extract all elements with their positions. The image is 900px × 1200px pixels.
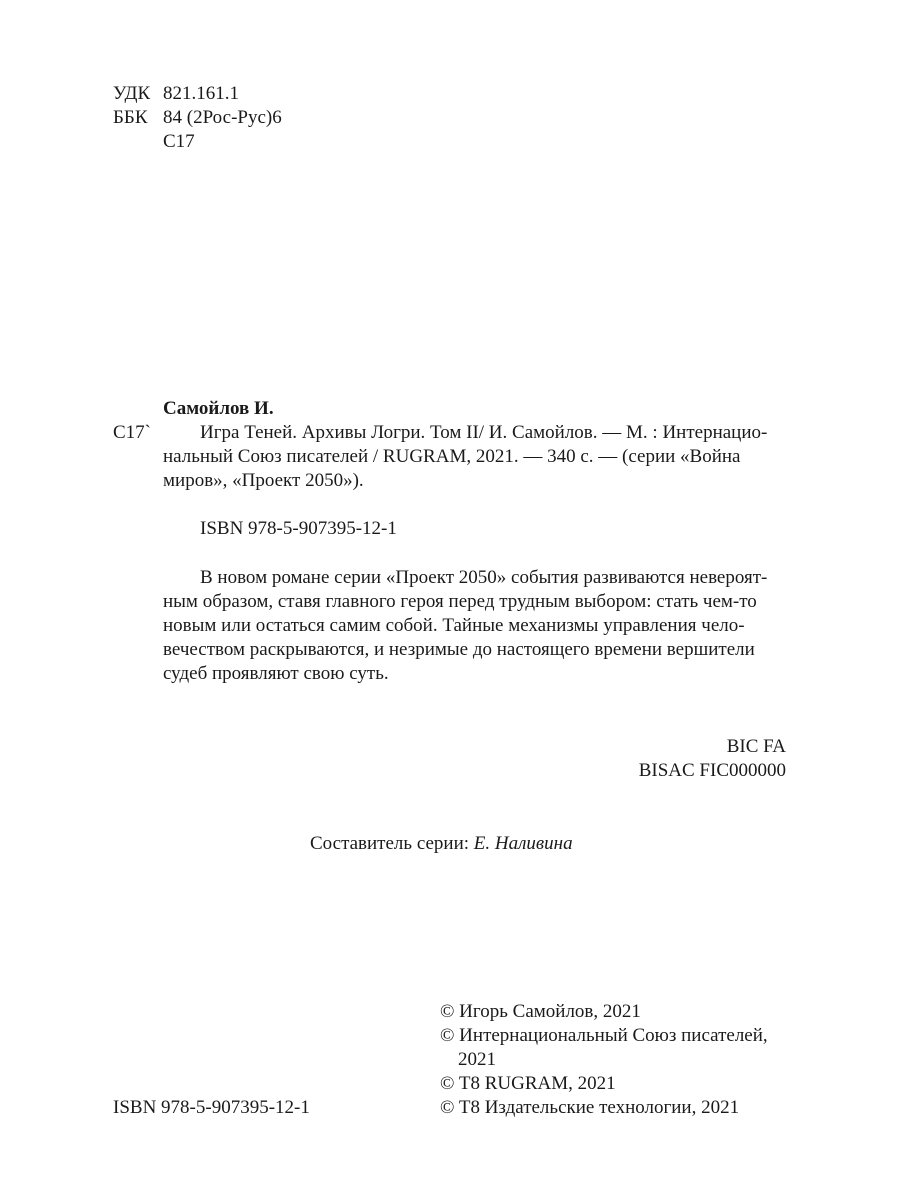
bbk-label: ББК	[113, 107, 148, 128]
copyright-line-4: © T8 RUGRAM, 2021	[440, 1073, 616, 1094]
footer-isbn: ISBN 978-5-907395-12-1	[113, 1097, 310, 1118]
record-description-line-2: нальный Союз писателей / RUGRAM, 2021. — 340 с. — (серии «Война	[163, 446, 741, 467]
annotation-line-4: вечеством раскрываются, и незримые до настоящего времени вершители	[163, 639, 755, 660]
copyright-line-5: © T8 Издательские технологии, 2021	[440, 1097, 740, 1118]
record-description-line-3: миров», «Проект 2050»).	[163, 470, 364, 491]
copyright-line-3: 2021	[458, 1049, 496, 1070]
bic-code: BIC FA	[726, 736, 786, 757]
annotation-line-1: В новом романе серии «Проект 2050» события развиваются невероят-	[200, 567, 768, 588]
annotation-line-3: новым или остаться самим собой. Тайные механизмы управления чело-	[163, 615, 745, 636]
record-margin-mark: С17`	[113, 422, 151, 443]
bisac-code: BISAC FIC000000	[638, 760, 786, 781]
author-mark: С17	[163, 131, 195, 152]
record-description-line-1: Игра Теней. Архивы Логри. Том II/ И. Самойлов. — М. : Интернацио-	[200, 422, 768, 443]
series-compiler-label: Составитель серии:	[310, 833, 474, 854]
annotation-line-5: судеб проявляют свою суть.	[163, 663, 389, 684]
copyright-line-1: © Игорь Самойлов, 2021	[440, 1001, 641, 1022]
record-author: Самойлов И.	[163, 398, 274, 419]
annotation-line-2: ным образом, ставя главного героя перед трудным выбором: стать чем-то	[163, 591, 757, 612]
copyright-line-2: © Интернациональный Союз писателей,	[440, 1025, 768, 1046]
record-isbn: ISBN 978-5-907395-12-1	[200, 518, 397, 539]
bbk-value: 84 (2Рос-Рус)6	[163, 107, 282, 128]
series-compiler-name: Е. Наливина	[473, 833, 573, 854]
series-compiler	[310, 832, 573, 856]
udk-label: УДК	[113, 83, 151, 104]
udk-value: 821.161.1	[163, 83, 239, 104]
